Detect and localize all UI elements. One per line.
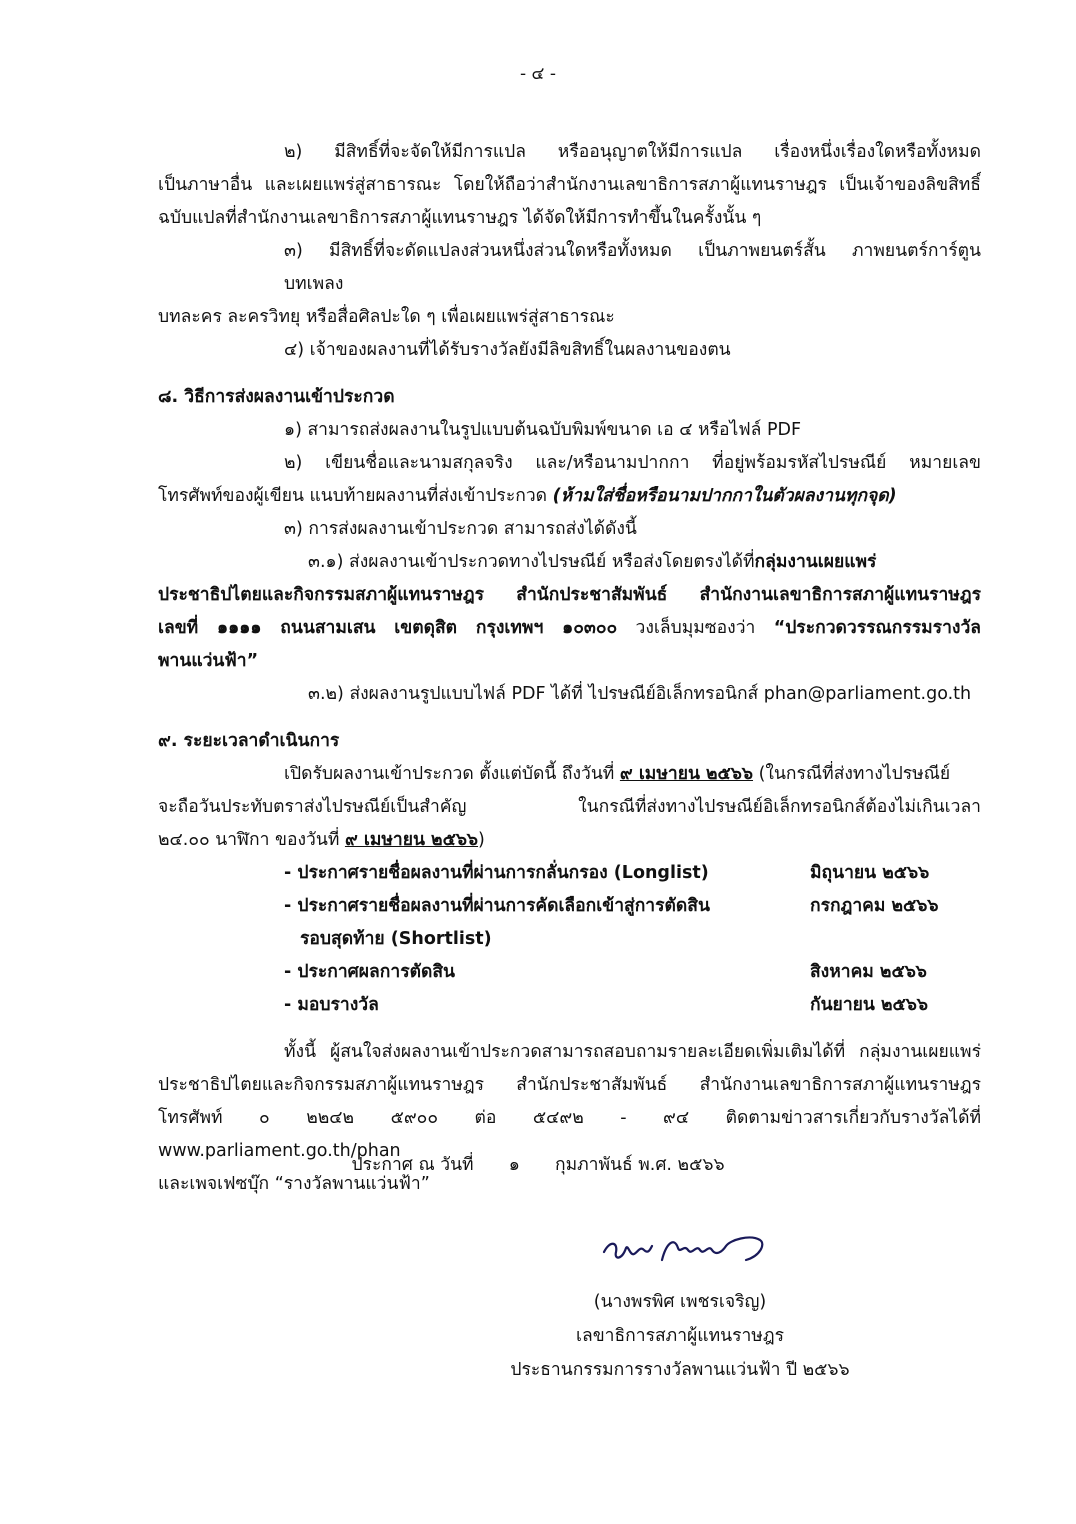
envelope-note: วงเล็บมุมซองว่า bbox=[635, 618, 756, 638]
schedule-row bbox=[158, 890, 981, 923]
item-3-1-bold: กลุ่มงานเผยแพร่ bbox=[754, 552, 877, 572]
schedule-date: กันยายน ๒๕๖๖ bbox=[810, 995, 928, 1015]
announce-day: ๑ bbox=[508, 1155, 520, 1175]
rights-item-2-line-1: ๒) มีสิทธิ์ที่จะจัดให้มีการแปล หรืออนุญาตให้มีการแปล เรื่องหนึ่งเรื่องใดหรือทั้งหมด bbox=[284, 142, 981, 162]
rights-item-4: ๔) เจ้าของผลงานที่ได้รับรางวัลยังมีลิขสิทธิ์ในผลงานของตน bbox=[284, 340, 731, 360]
rights-item-2-line-3: ฉบับแปลที่สำนักงานเลขาธิการสภาผู้แทนราษฎร ได้จัดให้มีการทำขึ้นในครั้งนั้น ๆ bbox=[158, 208, 762, 228]
item-3-1-text: ๓.๑) ส่งผลงานเข้าประกวดทางไปรษณีย์ หรือส่งโดยตรงได้ที่ bbox=[308, 552, 755, 572]
section-8-item-3-1-line-4: พานแว่นฟ้า” bbox=[158, 651, 259, 671]
schedule-row bbox=[158, 956, 981, 989]
signatory-title-1: เลขาธิการสภาผู้แทนราษฎร bbox=[576, 1326, 784, 1346]
open-period-text: เปิดรับผลงานเข้าประกวด ตั้งแต่บัดนี้ ถึงวันที่ bbox=[284, 764, 615, 784]
signatory-title-2: ประธานกรรมการรางวัลพานแว่นฟ้า ปี ๒๕๖๖ bbox=[510, 1360, 850, 1380]
section-8-item-3: ๓) การส่งผลงานเข้าประกวด สามารถส่งได้ดังนี้ bbox=[284, 519, 637, 539]
section-9-heading: ๙. ระยะเวลาดำเนินการ bbox=[158, 731, 340, 751]
schedule-label: - ประกาศรายชื่อผลงานที่ผ่านการคัดเลือกเข้าสู่การตัดสิน bbox=[284, 896, 710, 916]
item-2-emphasis: (ห้ามใส่ชื่อหรือนามปากกาในตัวผลงานทุกจุด) bbox=[552, 486, 897, 506]
handwritten-signature bbox=[600, 1230, 770, 1274]
section-8-item-3-1-line-3 bbox=[158, 612, 981, 645]
schedule-label: - มอบรางวัล bbox=[284, 995, 379, 1015]
section-8-item-3-2: ๓.๒) ส่งผลงานรูปแบบไฟล์ PDF ได้ที่ ไปรษณีย์อิเล็กทรอนิกส์ phan@parliament.go.th bbox=[308, 684, 972, 704]
section-8-item-2-line-2 bbox=[158, 480, 981, 513]
announce-month-year: กุมภาพันธ์ พ.ศ. ๒๕๖๖ bbox=[554, 1155, 725, 1175]
postal-note: (ในกรณีที่ส่งทางไปรษณีย์ bbox=[758, 764, 951, 784]
schedule-row bbox=[158, 923, 981, 956]
rights-item-3-line-2: บทละคร ละครวิทยุ หรือสื่อศิลปะใด ๆ เพื่อเผยแพร่สู่สาธารณะ bbox=[158, 307, 615, 327]
schedule-label: - ประกาศรายชื่อผลงานที่ผ่านการกลั่นกรอง (Longlist) bbox=[284, 863, 709, 883]
address: เลขที่ ๑๑๑๑ ถนนสามเสน เขตดุสิต กรุงเทพฯ ๑๐๓๐๐ bbox=[158, 618, 618, 638]
schedule-row bbox=[158, 989, 981, 1022]
schedule-label: รอบสุดท้าย (Shortlist) bbox=[300, 929, 492, 949]
schedule-date: มิถุนายน ๒๕๖๖ bbox=[810, 863, 930, 883]
schedule-date: สิงหาคม ๒๕๖๖ bbox=[810, 962, 927, 982]
page-number: - ๔ - bbox=[520, 64, 556, 84]
deadline-date: ๙ เมษายน ๒๕๖๖ bbox=[619, 764, 754, 784]
closing-paren: ) bbox=[478, 830, 485, 850]
schedule-row bbox=[158, 857, 981, 890]
deadline-date-2: ๙ เมษายน ๒๕๖๖ bbox=[344, 830, 479, 850]
deadline-time-text: ๒๔.๐๐ นาฬิกา ของวันที่ bbox=[158, 830, 340, 850]
schedule-date: กรกฎาคม ๒๕๖๖ bbox=[810, 896, 939, 916]
section-8-item-2-line-1: ๒) เขียนชื่อและนามสกุลจริง และ/หรือนามปากกา ที่อยู่พร้อมรหัสไปรษณีย์ หมายเลข bbox=[284, 453, 981, 473]
section-8-item-1: ๑) สามารถส่งผลงานในรูปแบบต้นฉบับพิมพ์ขนาด เอ ๔ หรือไฟล์ PDF bbox=[284, 420, 802, 440]
rights-item-2-line-2: เป็นภาษาอื่น และเผยแพร่สู่สาธารณะ โดยให้ถือว่าสำนักงานเลขาธิการสภาผู้แทนราษฎร เป็นเจ้าของลิขสิทธิ์ bbox=[158, 175, 981, 195]
signature-block bbox=[490, 1285, 870, 1387]
schedule-label: - ประกาศผลการตัดสิน bbox=[284, 962, 455, 982]
contest-name-part: “ประกวดวรรณกรรมรางวัล bbox=[773, 618, 981, 638]
contact-line-3: โทรศัพท์ ๐ ๒๒๔๒ ๕๙๐๐ ต่อ ๕๔๙๒ - ๙๔ ติดตามข่าวสารเกี่ยวกับรางวัลได้ที่ www.parliament.go.th/phan bbox=[158, 1108, 981, 1161]
rights-item-3-line-1: ๓) มีสิทธิ์ที่จะดัดแปลงส่วนหนึ่งส่วนใดหรือทั้งหมด เป็นภาพยนตร์สั้น ภาพยนตร์การ์ตูน บทเพลง bbox=[284, 241, 981, 294]
contact-line-4: และเพจเฟซบุ๊ก “รางวัลพานแว่นฟ้า” bbox=[158, 1174, 430, 1194]
section-9-line-3 bbox=[158, 824, 981, 857]
section-9-line-2: จะถือวันประทับตราส่งไปรษณีย์เป็นสำคัญ ในกรณีที่ส่งทางไปรษณีย์อิเล็กทรอนิกส์ต้องไม่เกินเวลา bbox=[158, 797, 981, 817]
item-2-text: โทรศัพท์ของผู้เขียน แนบท้ายผลงานที่ส่งเข้าประกวด bbox=[158, 486, 548, 506]
signatory-name: (นางพรพิศ เพชรเจริญ) bbox=[593, 1292, 767, 1312]
contact-line-1: ทั้งนี้ ผู้สนใจส่งผลงานเข้าประกวดสามารถสอบถามรายละเอียดเพิ่มเติมได้ที่ กลุ่มงานเผยแพร่ bbox=[284, 1042, 981, 1062]
section-8-heading: ๘. วิธีการส่งผลงานเข้าประกวด bbox=[158, 387, 395, 407]
section-8-item-3-1-line-1 bbox=[158, 546, 981, 579]
section-9-line-1 bbox=[158, 758, 981, 791]
document-body bbox=[158, 136, 981, 1201]
contact-line-2: ประชาธิปไตยและกิจกรรมสภาผู้แทนราษฎร สำนักประชาสัมพันธ์ สำนักงานเลขาธิการสภาผู้แทนราษฎร bbox=[158, 1075, 981, 1095]
announcement-date bbox=[0, 1150, 1076, 1178]
announce-prefix: ประกาศ ณ วันที่ bbox=[351, 1155, 474, 1175]
section-8-item-3-1-line-2: ประชาธิปไตยและกิจกรรมสภาผู้แทนราษฎร สำนักประชาสัมพันธ์ สำนักงานเลขาธิการสภาผู้แทนราษฎร bbox=[158, 585, 981, 605]
